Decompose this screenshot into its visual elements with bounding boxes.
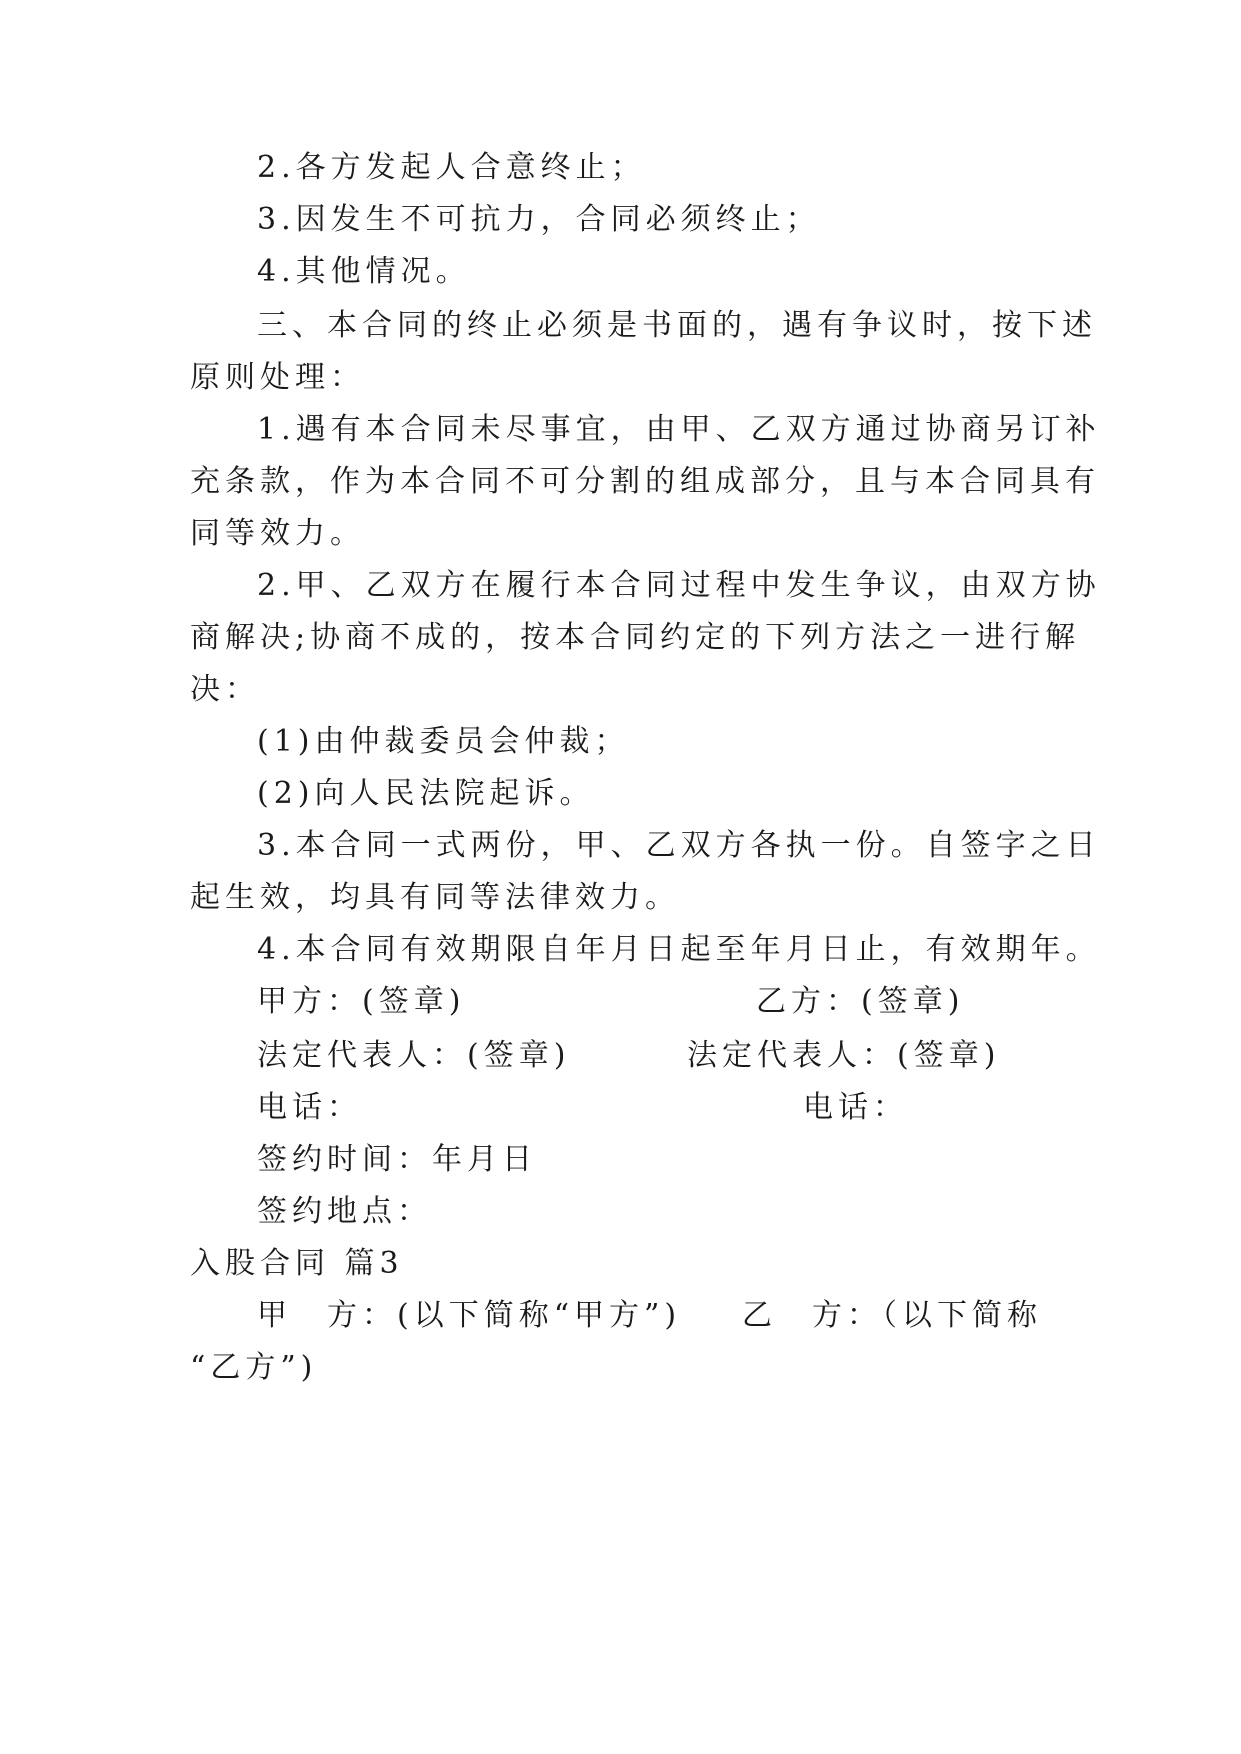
clause-line: 充条款，作为本合同不可分割的组成部分，且与本合同具有 [190, 464, 1100, 499]
clause-line: 商解决;协商不成的，按本合同约定的下列方法之一进行解 [190, 620, 1081, 655]
clause-line: 起生效，均具有同等法律效力。 [190, 880, 680, 915]
clause-line: 2.甲、乙双方在履行本合同过程中发生争议，由双方协 [257, 568, 1101, 603]
party-b-label-continued: “乙方”) [190, 1350, 318, 1385]
party-b-label: 乙 方：（以下简称 [742, 1298, 1042, 1333]
clause-line: 三、本合同的终止必须是书面的，遇有争议时，按下述 [257, 308, 1097, 343]
party-a-representative: 法定代表人：(签章) [257, 1038, 571, 1073]
clause-line: 1.遇有本合同未尽事宜，由甲、乙双方通过协商另订补 [257, 412, 1101, 447]
party-b-representative: 法定代表人：(签章) [687, 1038, 1001, 1073]
clause-line: 2.各方发起人合意终止； [257, 150, 646, 185]
clause-line: 3.因发生不可抗力，合同必须终止； [257, 202, 821, 237]
clause-line: 4.本合同有效期限自年月日起至年月日止，有效期年。 [257, 932, 1101, 967]
party-a-signature: 甲方：(签章) [257, 984, 466, 1019]
clause-line: (2)向人民法院起诉。 [257, 776, 595, 811]
party-a-phone: 电话： [257, 1090, 362, 1125]
section-heading: 入股合同 篇3 [190, 1246, 404, 1281]
clause-line: (1)由仲裁委员会仲裁； [257, 724, 630, 759]
party-a-label: 甲 方：(以下简称“甲方”) [257, 1298, 682, 1333]
party-b-phone: 电话： [803, 1090, 908, 1125]
signing-time: 签约时间：年月日 [257, 1142, 537, 1177]
clause-line: 3.本合同一式两份，甲、乙双方各执一份。自签字之日 [257, 828, 1101, 863]
clause-line: 决： [190, 672, 260, 707]
clause-line: 同等效力。 [190, 516, 365, 551]
clause-line: 4.其他情况。 [257, 254, 471, 289]
party-b-signature: 乙方：(签章) [756, 984, 965, 1019]
signing-place: 签约地点： [257, 1194, 432, 1229]
clause-line: 原则处理： [190, 360, 365, 395]
